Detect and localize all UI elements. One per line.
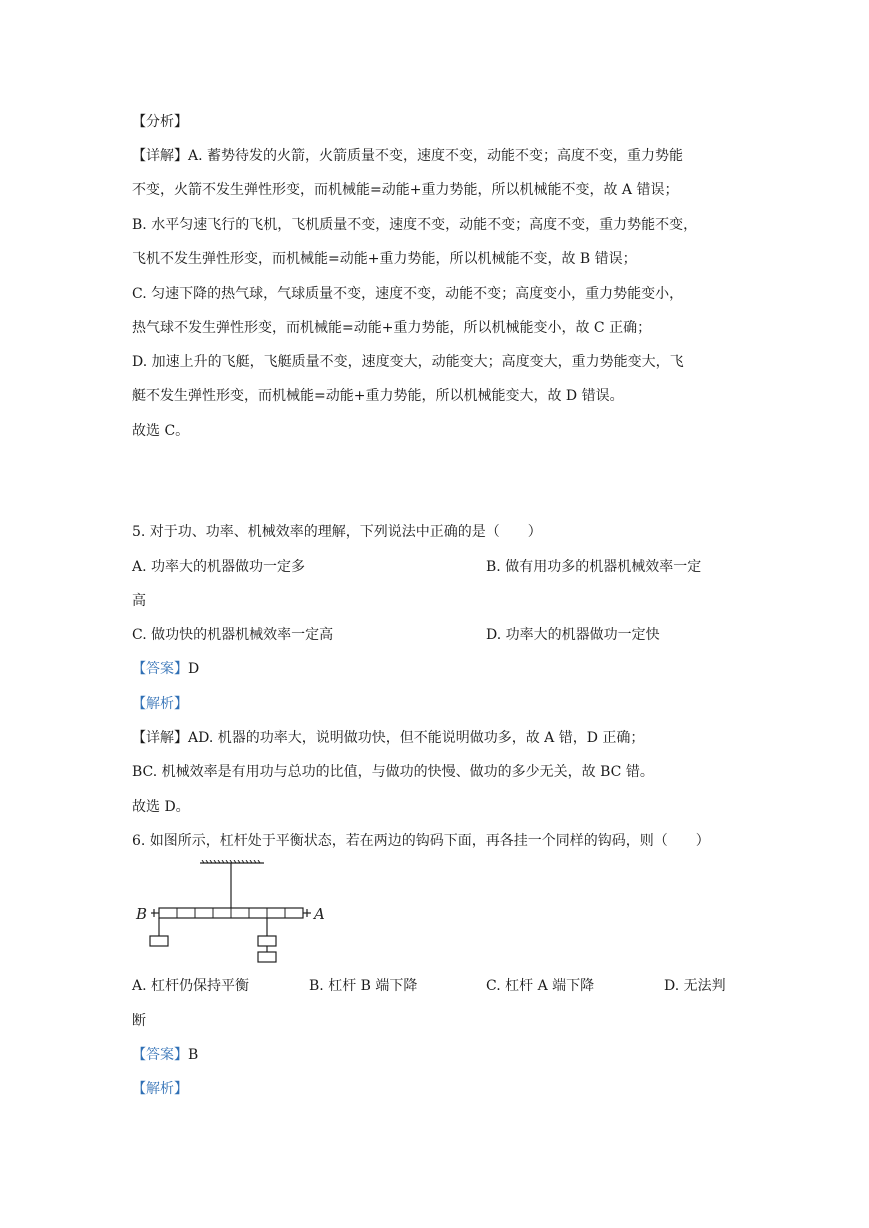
q5-detail-line-1	[132, 728, 644, 748]
answer-value: B	[188, 1047, 199, 1063]
q5-option-b: B. 做有用功多的机器机械效率一定	[486, 559, 702, 575]
q5-jiexi-label: 【解析】	[132, 696, 188, 712]
q6-jiexi-label: 【解析】	[132, 1081, 188, 1097]
q5-stem: 5. 对于功、功率、机械效率的理解，下列说法中正确的是（ ）	[132, 524, 542, 540]
analysis-line-1	[132, 146, 683, 166]
q5-detail-line-2: BC. 机械效率是有用功与总功的比值，与做功的快慢、做功的多少无关，故 BC 错。	[132, 764, 654, 780]
lever-bar	[159, 908, 303, 918]
right-weights	[258, 918, 276, 962]
analysis-conclusion: 故选 C。	[132, 423, 190, 439]
analysis-text: A. 蓄势待发的火箭，火箭质量不变，速度不变，动能不变；高度不变，重力势能	[188, 148, 684, 164]
q6-option-c: C. 杠杆 A 端下降	[486, 978, 595, 994]
label-a: A	[314, 905, 325, 923]
q6-stem: 6. 如图所示，杠杆处于平衡状态，若在两边的钩码下面，再各挂一个同样的钩码，则（ ）	[132, 833, 710, 849]
analysis-heading: 【分析】	[132, 114, 188, 130]
q5-answer	[132, 659, 199, 679]
q5-option-c: C. 做功快的机器机械效率一定高	[132, 627, 334, 643]
label-b: B	[136, 905, 148, 923]
analysis-line-3: B. 水平匀速飞行的飞机，飞机质量不变，速度不变，动能不变；高度不变，重力势能不变，	[132, 217, 698, 233]
answer-label: 【答案】	[132, 661, 188, 677]
answer-label: 【答案】	[132, 1047, 188, 1063]
analysis-line-5: C. 匀速下降的热气球，气球质量不变，速度不变，动能不变；高度变小，重力势能变小，	[132, 286, 684, 302]
answer-value: D	[188, 661, 200, 677]
analysis-line-2: 不变，火箭不发生弹性形变，而机械能=动能+重力势能，所以机械能不变，故 A 错误；	[132, 182, 679, 198]
detail-label: 【详解】	[132, 730, 188, 746]
q6-option-d: D. 无法判	[664, 978, 726, 994]
detail-text: AD. 机器的功率大，说明做功快，但不能说明做功多，故 A 错，D 正确；	[188, 730, 645, 746]
q6-option-a: A. 杠杆仍保持平衡	[132, 978, 250, 994]
q5-option-d: D. 功率大的机器做功一定快	[486, 627, 660, 643]
analysis-line-8: 艇不发生弹性形变，而机械能=动能+重力势能，所以机械能变大，故 D 错误。	[132, 388, 624, 404]
q6-option-b: B. 杠杆 B 端下降	[309, 978, 418, 994]
q5-option-a: A. 功率大的机器做功一定多	[132, 559, 306, 575]
lever-figure	[132, 860, 332, 970]
left-weight	[150, 918, 168, 946]
q6-option-d-wrap: 断	[132, 1013, 146, 1029]
analysis-line-7: D. 加速上升的飞艇，飞艇质量不变，速度变大，动能变大；高度变大，重力势能变大，飞	[132, 354, 684, 370]
analysis-line-4: 飞机不发生弹性形变，而机械能=动能+重力势能，所以机械能不变，故 B 错误；	[132, 251, 637, 267]
ceiling-hatch	[200, 860, 264, 863]
detail-label: 【详解】	[132, 148, 188, 164]
analysis-line-6: 热气球不发生弹性形变，而机械能=动能+重力势能，所以机械能变小，故 C 正确；	[132, 320, 652, 336]
q6-answer	[132, 1045, 198, 1065]
q5-option-b-wrap: 高	[132, 593, 146, 609]
q5-conclusion: 故选 D。	[132, 799, 190, 815]
